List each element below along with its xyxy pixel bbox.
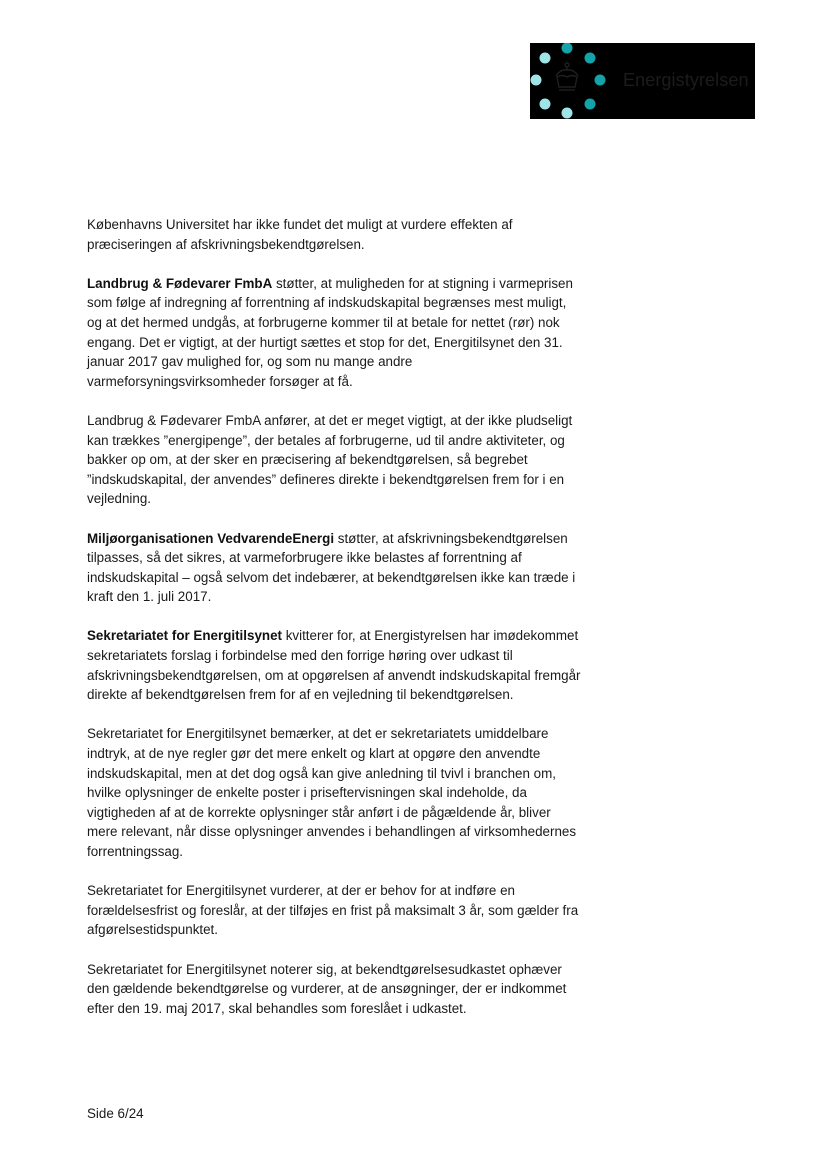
text-line: kan trækkes ”energipenge”, der betales af forbrugerne, ud til andre aktiviteter, og [87, 432, 565, 448]
document-body [87, 215, 607, 1038]
text-line [87, 274, 607, 294]
text-line: vigtigheden af at de korrekte oplysninger står anført i de pågældende år, bliver [87, 804, 551, 820]
text-line: Landbrug & Fødevarer FmbA anfører, at det er meget vigtigt, at der ikke pludseligt [87, 412, 573, 428]
text-run: kvitterer for, at Energistyrelsen har imødekommet [281, 628, 579, 644]
text-line: ”indskudskapital, der anvendes” defineres direkte i bekendtgørelsen frem for i en [87, 471, 565, 487]
organization-name: Miljøorganisationen VedvarendeEnergi [87, 530, 335, 546]
text-line: indskudskapital – også selvom det indebærer, at bekendtgørelsen ikke kan træde i [87, 569, 576, 585]
text-line: sekretariatets forslag i forbindelse med den forrige høring over udkast til [87, 648, 513, 664]
text-line: hvilke oplysninger de enkelte poster i priseftervisningen skal indeholde, da [87, 785, 527, 801]
paragraph [87, 724, 607, 861]
text-line: kraft den 1. juli 2017. [87, 589, 212, 605]
text-line: Sekretariatet for Energitilsynet noterer sig, at bekendtgørelsesudkastet ophæver [87, 961, 562, 977]
text-line: den gældende bekendtgørelse og vurderer, at de ansøgninger, der er indkommet [87, 981, 567, 997]
crown-icon [556, 63, 578, 90]
text-line: og at det hermed undgås, at forbrugerne kommer til at betale for nettet (rør) nok [87, 314, 560, 330]
text-line: efter den 19. maj 2017, skal behandles som foreslået i udkastet. [87, 1000, 467, 1016]
logo-dot [595, 75, 606, 86]
text-line: forældelsesfrist og foreslår, at der tilføjes en frist på maksimalt 3 år, som gælder fra [87, 902, 579, 918]
text-line [87, 626, 607, 646]
text-line: mere relevant, når disse oplysninger anvendes i behandlingen af virksomhedernes [87, 824, 577, 840]
paragraph [87, 529, 607, 607]
logo-dot [540, 53, 551, 64]
logo-dot [562, 43, 573, 54]
text-line: præciseringen af afskrivningsbekendtgørelsen. [87, 236, 365, 252]
logo-dot [585, 53, 596, 64]
text-run: støtter, at muligheden for at stigning i varmeprisen [272, 275, 573, 291]
paragraph [87, 960, 607, 1019]
text-line: afskrivningsbekendtgørelsen, om at opgørelsen af anvendt indskudskapital fremgår [87, 667, 581, 683]
text-line: Sekretariatet for Energitilsynet bemærker, at det er sekretariatets umiddelbare [87, 726, 549, 742]
text-line: engang. Det er vigtigt, at der hurtigt sættes et stop for det, Energitilsynet den 31. [87, 334, 563, 350]
text-line: direkte af bekendtgørelsen frem for af en vejledning til bekendtgørelsen. [87, 687, 514, 703]
text-line: bakker op om, at der sker en præcisering af bekendtgørelsen, så begrebet [87, 452, 528, 468]
text-line: som følge af indregning af forrentning af indskudskapital begrænses mest muligt, [87, 295, 567, 311]
organization-name: Sekretariatet for Energitilsynet [87, 628, 282, 644]
text-line: Sekretariatet for Energitilsynet vurderer, at der er behov for at indføre en [87, 883, 515, 899]
page-number: Side 6/24 [87, 1106, 144, 1121]
logo-dot [531, 75, 542, 86]
text-line [87, 529, 607, 549]
paragraph [87, 215, 607, 254]
paragraph [87, 881, 607, 940]
text-line: afgørelsestidspunktet. [87, 922, 218, 938]
text-line: varmeforsyningsvirksomheder forsøger at få. [87, 373, 353, 389]
paragraph [87, 626, 607, 704]
logo-dot [540, 99, 551, 110]
text-line: Københavns Universitet har ikke fundet det muligt at vurdere effekten af [87, 217, 513, 232]
text-line: tilpasses, så det sikres, at varmeforbrugere ikke belastes af forrentning af [87, 550, 522, 566]
text-line: indtryk, at de nye regler gør det mere enkelt og klart at opgøre den anvendte [87, 746, 541, 762]
logo-dot [585, 99, 596, 110]
energistyrelsen-logo [530, 43, 755, 119]
text-line: indskudskapital, men at det dog også kan give anledning til tvivl i branchen om, [87, 765, 556, 781]
text-line: vejledning. [87, 491, 152, 507]
organization-name: Landbrug & Fødevarer FmbA [87, 275, 273, 291]
text-line: januar 2017 gav mulighed for, og som nu mange andre [87, 354, 413, 370]
text-line: forrentningssag. [87, 844, 184, 859]
paragraph [87, 274, 607, 392]
text-run: støtter, at afskrivningsbekendtgørelsen [334, 530, 568, 546]
logo-wordmark: Energistyrelsen [623, 70, 749, 90]
logo-dot [562, 108, 573, 119]
paragraph [87, 411, 607, 509]
